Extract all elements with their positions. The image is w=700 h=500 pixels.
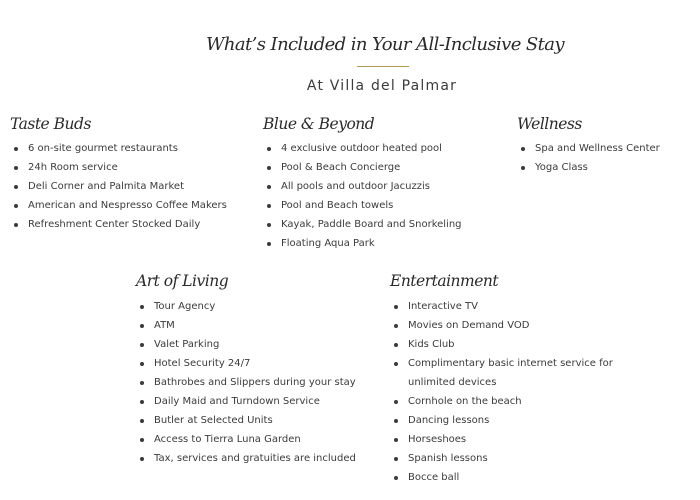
list-item: Tour Agency: [136, 297, 356, 316]
list-item: Movies on Demand VOD: [390, 316, 613, 335]
list-item: Kayak, Paddle Board and Snorkeling: [263, 215, 462, 234]
section-taste-buds: [10, 114, 227, 234]
list-item: Refreshment Center Stocked Daily: [10, 215, 227, 234]
list-item: 4 exclusive outdoor heated pool: [263, 139, 462, 158]
list-item: Bathrobes and Slippers during your stay: [136, 373, 356, 392]
list-item: Yoga Class: [517, 158, 660, 177]
list-item: 24h Room service: [10, 158, 227, 177]
list-item: Hotel Security 24/7: [136, 354, 356, 373]
list-blue-beyond: [263, 139, 462, 253]
list-item: American and Nespresso Coffee Makers: [10, 196, 227, 215]
list-taste-buds: [10, 139, 227, 234]
list-item: Tax, services and gratuities are included: [136, 449, 356, 468]
list-item: 6 on-site gourmet restaurants: [10, 139, 227, 158]
list-item: Deli Corner and Palmita Market: [10, 177, 227, 196]
list-item: Daily Maid and Turndown Service: [136, 392, 356, 411]
section-heading-wellness: Wellness: [517, 115, 582, 133]
page-subtitle: At Villa del Palmar: [306, 78, 458, 94]
section-heading-taste-buds: Taste Buds: [10, 115, 91, 133]
list-item: Cornhole on the beach: [390, 392, 613, 411]
list-item: Pool & Beach Concierge: [263, 158, 462, 177]
list-item: Spanish lessons: [390, 449, 613, 468]
section-heading-art-of-living: Art of Living: [136, 272, 229, 290]
list-item: Floating Aqua Park: [263, 234, 462, 253]
list-item: Pool and Beach towels: [263, 196, 462, 215]
list-item: Dancing lessons: [390, 411, 613, 430]
title-divider: [357, 66, 409, 67]
section-art-of-living: [136, 271, 356, 468]
list-wellness: [517, 139, 660, 177]
list-item: Butler at Selected Units: [136, 411, 356, 430]
list-item: Horseshoes: [390, 430, 613, 449]
section-heading-entertainment: Entertainment: [390, 272, 499, 290]
section-heading-blue-beyond: Blue & Beyond: [263, 115, 375, 133]
section-wellness: [517, 114, 660, 177]
section-blue-beyond: [263, 114, 462, 253]
list-item: All pools and outdoor Jacuzzis: [263, 177, 462, 196]
list-item: Spa and Wellness Center: [517, 139, 660, 158]
list-item: Access to Tierra Luna Garden: [136, 430, 356, 449]
list-item: ATM: [136, 316, 356, 335]
list-art-of-living: [136, 297, 356, 468]
page-title: What’s Included in Your All-Inclusive Stay: [206, 34, 564, 55]
section-entertainment: [390, 271, 613, 487]
list-item: Kids Club: [390, 335, 613, 354]
list-item: Interactive TV: [390, 297, 613, 316]
list-entertainment: [390, 297, 613, 487]
list-item: Valet Parking: [136, 335, 356, 354]
list-item: Complimentary basic internet service for unlimited devices: [390, 354, 613, 392]
list-item: Bocce ball: [390, 468, 613, 487]
